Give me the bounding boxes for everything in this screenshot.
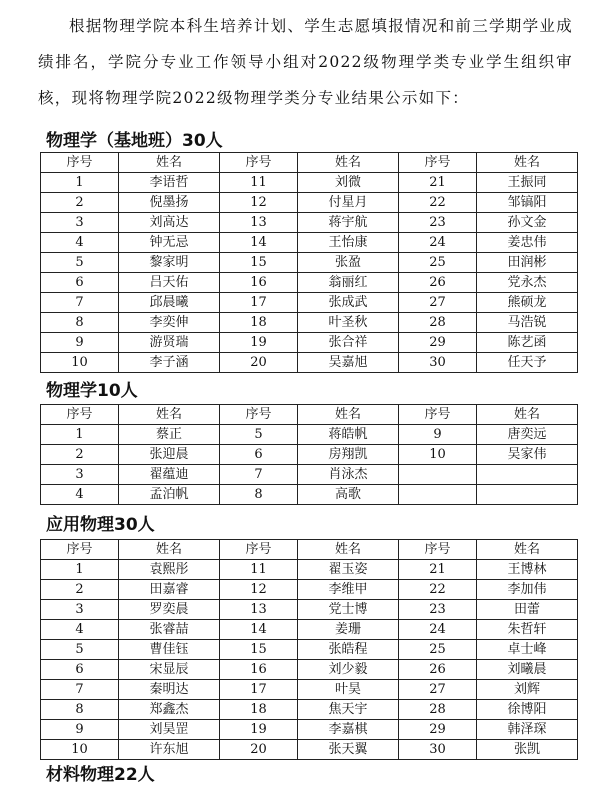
cell-name: 李奕伸 bbox=[119, 313, 220, 333]
cell-name: 党永杰 bbox=[477, 273, 578, 293]
cell-name: 曹佳钰 bbox=[119, 640, 220, 660]
cell-index: 27 bbox=[399, 293, 477, 313]
cell-index: 1 bbox=[41, 560, 119, 580]
cell-index: 3 bbox=[41, 213, 119, 233]
cell-index: 9 bbox=[41, 720, 119, 740]
cell-index: 28 bbox=[399, 700, 477, 720]
cell-name: 朱哲轩 bbox=[477, 620, 578, 640]
table-row bbox=[41, 193, 578, 213]
cell-index: 15 bbox=[220, 640, 298, 660]
cell-name: 徐博阳 bbox=[477, 700, 578, 720]
header-index: 序号 bbox=[399, 153, 477, 173]
cell-index: 24 bbox=[399, 233, 477, 253]
table-row bbox=[41, 465, 578, 485]
table-row bbox=[41, 233, 578, 253]
header-name: 姓名 bbox=[477, 540, 578, 560]
section-title-physics-base: 物理学（基地班）30人 bbox=[46, 131, 223, 151]
table-row bbox=[41, 445, 578, 465]
table-header-row bbox=[41, 405, 578, 425]
cell-index: 24 bbox=[399, 620, 477, 640]
cell-index: 22 bbox=[399, 580, 477, 600]
cell-name: 焦天宇 bbox=[298, 700, 399, 720]
cell-name: 蒋皓帆 bbox=[298, 425, 399, 445]
header-name: 姓名 bbox=[477, 405, 578, 425]
cell-index: 1 bbox=[41, 173, 119, 193]
cell-name: 张盈 bbox=[298, 253, 399, 273]
cell-index: 11 bbox=[220, 173, 298, 193]
table-row bbox=[41, 740, 578, 760]
cell-name: 袁熙彤 bbox=[119, 560, 220, 580]
cell-index: 7 bbox=[220, 465, 298, 485]
cell-index: 14 bbox=[220, 233, 298, 253]
table-row bbox=[41, 620, 578, 640]
cell-index: 13 bbox=[220, 213, 298, 233]
cell-index: 4 bbox=[41, 620, 119, 640]
cell-name: 郑鑫杰 bbox=[119, 700, 220, 720]
header-index: 序号 bbox=[399, 405, 477, 425]
cell-name: 宋显辰 bbox=[119, 660, 220, 680]
cell-name: 李语哲 bbox=[119, 173, 220, 193]
table-row bbox=[41, 353, 578, 373]
cell-index: 10 bbox=[399, 445, 477, 465]
cell-index: 17 bbox=[220, 680, 298, 700]
table-applied-physics bbox=[40, 539, 578, 760]
cell-name: 翁丽红 bbox=[298, 273, 399, 293]
table-row bbox=[41, 700, 578, 720]
cell-name: 唐奕远 bbox=[477, 425, 578, 445]
cell-index: 11 bbox=[220, 560, 298, 580]
cell-name: 田嘉睿 bbox=[119, 580, 220, 600]
cell-name: 蔡正 bbox=[119, 425, 220, 445]
cell-index: 17 bbox=[220, 293, 298, 313]
cell-name: 叶昊 bbox=[298, 680, 399, 700]
cell-name: 卓士峰 bbox=[477, 640, 578, 660]
cell-name: 王博林 bbox=[477, 560, 578, 580]
header-name: 姓名 bbox=[298, 405, 399, 425]
cell-index: 5 bbox=[41, 253, 119, 273]
table-row bbox=[41, 253, 578, 273]
cell-index: 23 bbox=[399, 213, 477, 233]
cell-name: 房翔凯 bbox=[298, 445, 399, 465]
cell-name: 翟玉姿 bbox=[298, 560, 399, 580]
cell-index: 21 bbox=[399, 173, 477, 193]
header-name: 姓名 bbox=[477, 153, 578, 173]
table-row bbox=[41, 580, 578, 600]
cell-name: 马浩锐 bbox=[477, 313, 578, 333]
cell-index: 14 bbox=[220, 620, 298, 640]
table-row bbox=[41, 213, 578, 233]
cell-index: 30 bbox=[399, 353, 477, 373]
cell-name: 孟泊帆 bbox=[119, 485, 220, 505]
cell-index: 26 bbox=[399, 660, 477, 680]
cell-index: 6 bbox=[220, 445, 298, 465]
cell-name: 吕天佑 bbox=[119, 273, 220, 293]
cell-index: 21 bbox=[399, 560, 477, 580]
table-row bbox=[41, 173, 578, 193]
table-row bbox=[41, 273, 578, 293]
cell-index: 27 bbox=[399, 680, 477, 700]
cell-name: 刘微 bbox=[298, 173, 399, 193]
cell-name: 李加伟 bbox=[477, 580, 578, 600]
cell-name: 钟无忌 bbox=[119, 233, 220, 253]
cell-index: 16 bbox=[220, 273, 298, 293]
cell-name: 田蕾 bbox=[477, 600, 578, 620]
table-header-row bbox=[41, 153, 578, 173]
cell-name: 蒋宇航 bbox=[298, 213, 399, 233]
cell-name: 刘昊罡 bbox=[119, 720, 220, 740]
cell-name: 熊硕龙 bbox=[477, 293, 578, 313]
cell-index: 16 bbox=[220, 660, 298, 680]
header-name: 姓名 bbox=[119, 540, 220, 560]
header-index: 序号 bbox=[399, 540, 477, 560]
header-index: 序号 bbox=[220, 540, 298, 560]
cell-name: 吴嘉旭 bbox=[298, 353, 399, 373]
cell-name: 黎家明 bbox=[119, 253, 220, 273]
cell-name: 韩泽琛 bbox=[477, 720, 578, 740]
cell-index: 8 bbox=[220, 485, 298, 505]
cell-name: 张合祥 bbox=[298, 333, 399, 353]
cell-name: 姜珊 bbox=[298, 620, 399, 640]
cell-index: 13 bbox=[220, 600, 298, 620]
cell-name: 任天予 bbox=[477, 353, 578, 373]
cell-index: 8 bbox=[41, 700, 119, 720]
header-name: 姓名 bbox=[119, 153, 220, 173]
table-header-row bbox=[41, 540, 578, 560]
cell-index: 5 bbox=[220, 425, 298, 445]
table-row bbox=[41, 293, 578, 313]
cell-name: 叶圣秋 bbox=[298, 313, 399, 333]
cell-name: 王振同 bbox=[477, 173, 578, 193]
cell-index: 29 bbox=[399, 720, 477, 740]
cell-index: 10 bbox=[41, 353, 119, 373]
cell-index: 23 bbox=[399, 600, 477, 620]
section-title-applied-physics: 应用物理30人 bbox=[46, 515, 155, 535]
cell-index: 12 bbox=[220, 193, 298, 213]
cell-name: 党士博 bbox=[298, 600, 399, 620]
cell-index: 28 bbox=[399, 313, 477, 333]
cell-index: 2 bbox=[41, 445, 119, 465]
cell-name: 孙文金 bbox=[477, 213, 578, 233]
section-title-physics: 物理学10人 bbox=[46, 381, 138, 401]
table-physics-base bbox=[40, 152, 578, 373]
table-row bbox=[41, 660, 578, 680]
cell-name bbox=[477, 485, 578, 505]
cell-name: 姜忠伟 bbox=[477, 233, 578, 253]
cell-index: 26 bbox=[399, 273, 477, 293]
cell-index: 2 bbox=[41, 193, 119, 213]
cell-index: 22 bbox=[399, 193, 477, 213]
cell-name: 张迎晨 bbox=[119, 445, 220, 465]
header-index: 序号 bbox=[41, 540, 119, 560]
header-index: 序号 bbox=[220, 153, 298, 173]
cell-name: 刘曦晨 bbox=[477, 660, 578, 680]
cell-index: 7 bbox=[41, 293, 119, 313]
cell-name: 付星月 bbox=[298, 193, 399, 213]
cell-index: 25 bbox=[399, 253, 477, 273]
table-row bbox=[41, 333, 578, 353]
cell-index: 18 bbox=[220, 313, 298, 333]
cell-index: 3 bbox=[41, 465, 119, 485]
cell-index: 7 bbox=[41, 680, 119, 700]
cell-index: 12 bbox=[220, 580, 298, 600]
header-index: 序号 bbox=[220, 405, 298, 425]
cell-index: 18 bbox=[220, 700, 298, 720]
cell-index: 4 bbox=[41, 233, 119, 253]
cell-index: 4 bbox=[41, 485, 119, 505]
cell-name: 刘少毅 bbox=[298, 660, 399, 680]
cell-name: 罗奕晨 bbox=[119, 600, 220, 620]
cell-name: 邹镐阳 bbox=[477, 193, 578, 213]
cell-index: 6 bbox=[41, 660, 119, 680]
header-index: 序号 bbox=[41, 153, 119, 173]
cell-name: 肖泳杰 bbox=[298, 465, 399, 485]
cell-index: 9 bbox=[399, 425, 477, 445]
header-index: 序号 bbox=[41, 405, 119, 425]
cell-name: 张睿喆 bbox=[119, 620, 220, 640]
cell-index bbox=[399, 485, 477, 505]
cell-name: 张凯 bbox=[477, 740, 578, 760]
cell-name: 刘高达 bbox=[119, 213, 220, 233]
table-row bbox=[41, 425, 578, 445]
cell-index: 9 bbox=[41, 333, 119, 353]
cell-index: 15 bbox=[220, 253, 298, 273]
cell-index: 1 bbox=[41, 425, 119, 445]
cell-index: 29 bbox=[399, 333, 477, 353]
cell-name: 游贤瑞 bbox=[119, 333, 220, 353]
cell-index: 10 bbox=[41, 740, 119, 760]
cell-name: 刘辉 bbox=[477, 680, 578, 700]
header-name: 姓名 bbox=[298, 153, 399, 173]
cell-index: 19 bbox=[220, 333, 298, 353]
cell-index: 20 bbox=[220, 740, 298, 760]
table-row bbox=[41, 640, 578, 660]
cell-index: 25 bbox=[399, 640, 477, 660]
cell-name: 李子涵 bbox=[119, 353, 220, 373]
section-title-materials-physics: 材料物理22人 bbox=[46, 765, 155, 785]
cell-index: 3 bbox=[41, 600, 119, 620]
cell-name bbox=[477, 465, 578, 485]
cell-name: 张皓程 bbox=[298, 640, 399, 660]
cell-name: 王怡康 bbox=[298, 233, 399, 253]
cell-name: 张成武 bbox=[298, 293, 399, 313]
cell-name: 张天翼 bbox=[298, 740, 399, 760]
table-row bbox=[41, 560, 578, 580]
cell-name: 许东旭 bbox=[119, 740, 220, 760]
cell-index: 6 bbox=[41, 273, 119, 293]
table-physics bbox=[40, 404, 578, 505]
cell-name: 秦明达 bbox=[119, 680, 220, 700]
cell-name: 高歌 bbox=[298, 485, 399, 505]
cell-index: 19 bbox=[220, 720, 298, 740]
table-row bbox=[41, 680, 578, 700]
cell-name: 李嘉棋 bbox=[298, 720, 399, 740]
table-row bbox=[41, 313, 578, 333]
cell-index: 8 bbox=[41, 313, 119, 333]
cell-index: 5 bbox=[41, 640, 119, 660]
cell-name: 李维甲 bbox=[298, 580, 399, 600]
header-name: 姓名 bbox=[119, 405, 220, 425]
cell-index: 2 bbox=[41, 580, 119, 600]
cell-name: 翟蕴迪 bbox=[119, 465, 220, 485]
cell-name: 吴家伟 bbox=[477, 445, 578, 465]
cell-index bbox=[399, 465, 477, 485]
cell-name: 田润彬 bbox=[477, 253, 578, 273]
cell-name: 邱晨曦 bbox=[119, 293, 220, 313]
cell-name: 陈艺函 bbox=[477, 333, 578, 353]
table-row bbox=[41, 600, 578, 620]
cell-index: 20 bbox=[220, 353, 298, 373]
intro-paragraph: 根据物理学院本科生培养计划、学生志愿填报情况和前三学期学业成绩排名，学院分专业工作领导小组对2022级物理学类专业学生组织审核，现将物理学院2022级物理学类分专业结果公示如下： bbox=[38, 17, 574, 107]
cell-name: 倪墨扬 bbox=[119, 193, 220, 213]
table-row bbox=[41, 485, 578, 505]
table-row bbox=[41, 720, 578, 740]
cell-index: 30 bbox=[399, 740, 477, 760]
header-name: 姓名 bbox=[298, 540, 399, 560]
